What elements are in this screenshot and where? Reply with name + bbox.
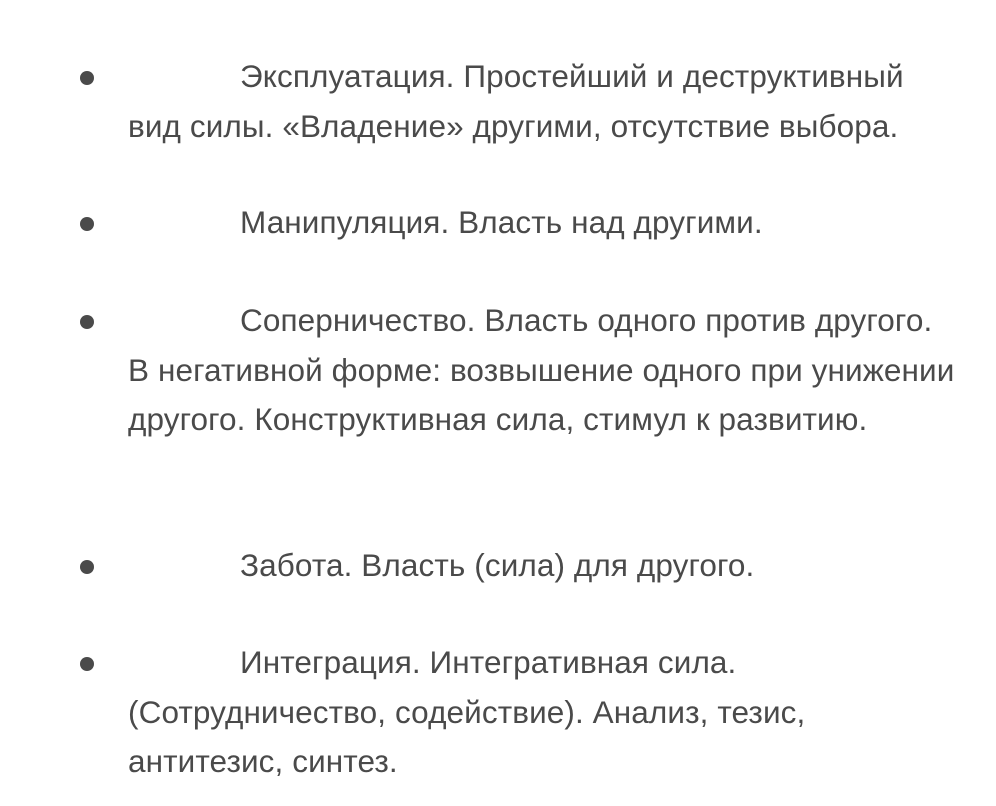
list-item-rivalry: [0, 296, 996, 445]
list-item-manipulation: [0, 198, 996, 248]
bullet-icon: [80, 315, 94, 329]
list-item-text: Забота. Власть (сила) для другого.: [240, 547, 755, 583]
list-item-exploitation: [0, 52, 996, 151]
list-item-text: Манипуляция. Власть над другими.: [240, 204, 763, 240]
list-item-text: Соперничество. Власть одного против другого. В негативной форме: возвышение одного при унижении другого. Конструктивная сила, стимул к развитию.: [128, 302, 955, 437]
bullet-icon: [80, 217, 94, 231]
bullet-icon: [80, 71, 94, 85]
list-item-care: [0, 541, 996, 591]
list-item-text: Эксплуатация. Простейший и деструктивный вид силы. «Владение» другими, отсутствие выбора.: [128, 58, 904, 144]
list-item-text: Интеграция. Интегративная сила. (Сотрудничество, содействие). Анализ, тезис, антитезис, синтез.: [128, 644, 806, 779]
list-item-integration: [0, 638, 996, 787]
bullet-icon: [80, 657, 94, 671]
bullet-icon: [80, 560, 94, 574]
